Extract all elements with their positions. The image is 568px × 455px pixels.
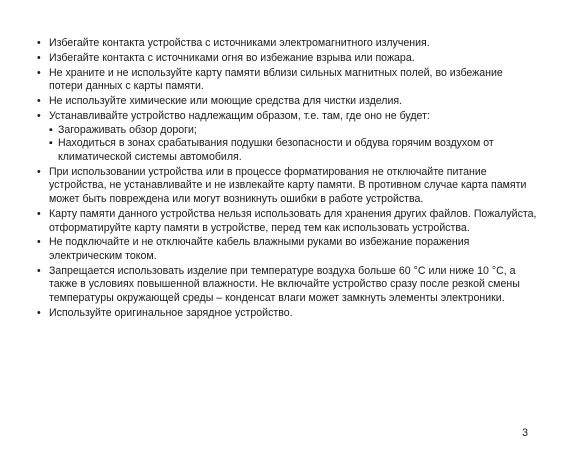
bullet-icon: •	[37, 66, 41, 79]
list-item-text: Не используйте химические или моющие средства для чистки изделия.	[49, 95, 403, 108]
bullet-icon: •	[37, 306, 41, 319]
bullet-icon: •	[37, 207, 41, 220]
list-item	[37, 307, 537, 321]
bullet-icon: •	[37, 51, 41, 64]
sub-list-item	[49, 124, 537, 138]
list-item-text: Карту памяти данного устройства нельзя использовать для хранения других файлов. Пожалуйста, отформатируйте карту памяти в устройстве, перед тем как использовать устройства.	[49, 207, 537, 234]
bullet-icon: •	[37, 236, 41, 249]
list-item-text: Не храните и не используйте карту памяти вблизи сильных магнитных полей, во избежание потери данных с карты памяти.	[49, 66, 503, 93]
list-item-text: Избегайте контакта с источниками огня во избежание взрыва или пожара.	[49, 51, 415, 64]
list-item-text: Используйте оригинальное зарядное устройство.	[49, 306, 293, 319]
bullet-icon: •	[37, 110, 41, 123]
bullet-icon: •	[37, 37, 41, 49]
list-item	[37, 208, 537, 235]
list-item	[37, 95, 537, 109]
sub-list-item-text: Находиться в зонах срабатывания подушки безопасности и обдува горячим воздухом от климатической системы автомобиля.	[58, 137, 494, 163]
list-item-text: Не подключайте и не отключайте кабель влажными руками во избежание поражения электрическим током.	[49, 236, 470, 262]
list-item	[37, 166, 537, 207]
sub-list-item-text: Загораживать обзор дороги;	[58, 123, 197, 136]
bullet-icon: •	[37, 264, 41, 277]
list-item-text: При использовании устройства или в процессе форматирования не отключайте питание устройства, не устанавливайте и не извлекайте карту памяти. В противном случае карта памяти может быть повреждена или могут возникнуть ошибки в работе устройства.	[49, 165, 527, 206]
square-bullet-icon: ▪	[49, 137, 53, 150]
sub-list-item	[49, 137, 537, 164]
list-item	[37, 110, 537, 164]
list-item	[37, 52, 537, 66]
safety-instructions-list	[37, 37, 537, 322]
bullet-icon: •	[37, 165, 41, 178]
page-number: 3	[522, 427, 528, 439]
square-bullet-icon: ▪	[49, 123, 53, 136]
list-item-text: Запрещается использовать изделие при температуре воздуха больше 60 °С или ниже 10 °С, а также в условиях повышенной влажности. Не включайте устройство сразу после резкой смены температуры окружающей среды – конденсат влаги может замкнуть элементы электроники.	[49, 264, 520, 305]
sub-list	[49, 124, 537, 165]
list-item	[37, 236, 537, 263]
bullet-icon: •	[37, 95, 41, 108]
list-item-text: Устанавливайте устройство надлежащим образом, т.е. там, где оно не будет:	[49, 110, 430, 123]
list-item	[37, 265, 537, 306]
list-item	[37, 37, 537, 51]
list-item-text: Избегайте контакта устройства с источниками электромагнитного излучения.	[49, 37, 430, 49]
list-item	[37, 67, 537, 94]
